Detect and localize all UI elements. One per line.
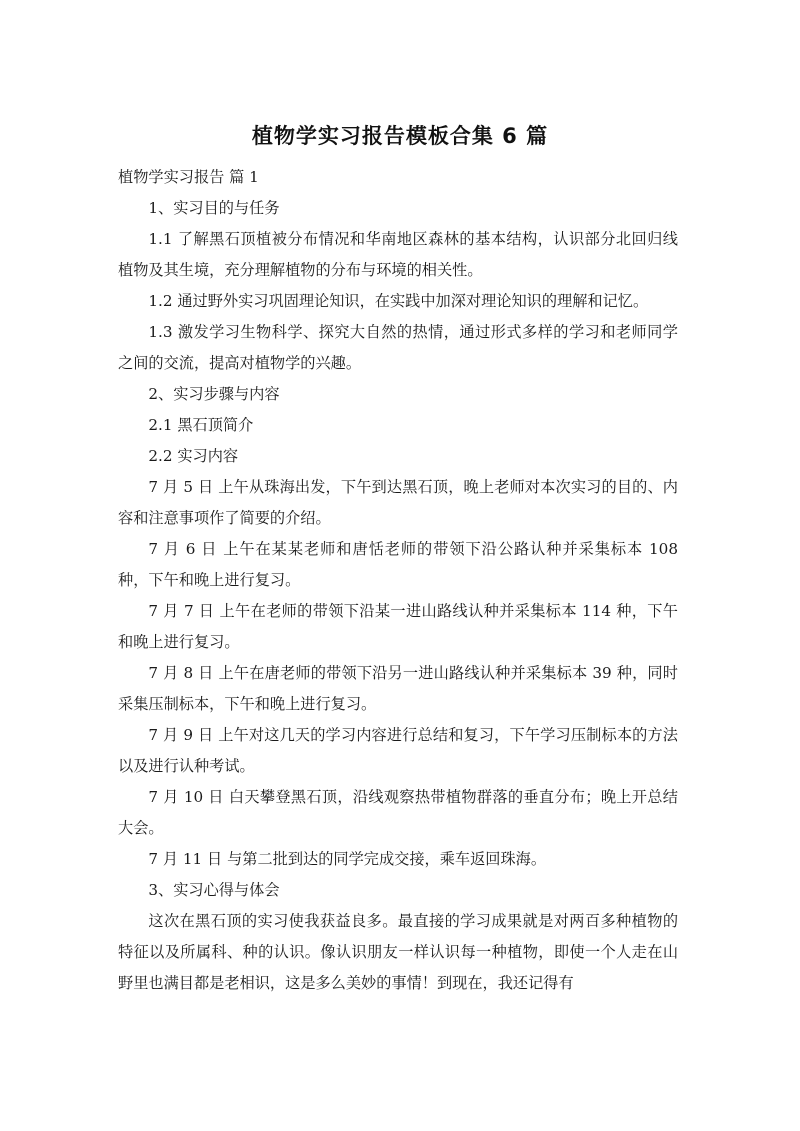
paragraph: 2.1 黑石顶简介	[148, 416, 254, 434]
paragraph: 这次在黑石顶的实习使我获益良多。最直接的学习成果就是对两百多种植物的特征以及所属科、种的认识。像认识朋友一样认识每一种植物，即使一个人走在山野里也满目都是老相识，这是多么美妙的事情！到现在，我还记得有	[118, 912, 678, 992]
paragraph: 7 月 8 日 上午在唐老师的带领下沿另一进山路线认种并采集标本 39 种，同时采集压制标本，下午和晚上进行复习。	[118, 664, 678, 713]
paragraph: 7 月 7 日 上午在老师的带领下沿某一进山路线认种并采集标本 114 种，下午和晚上进行复习。	[118, 602, 678, 651]
paragraph: 7 月 5 日 上午从珠海出发，下午到达黑石顶，晚上老师对本次实习的目的、内容和注意事项作了简要的介绍。	[118, 478, 678, 527]
paragraph: 1.1 了解黑石顶植被分布情况和华南地区森林的基本结构，认识部分北回归线植物及其生境，充分理解植物的分布与环境的相关性。	[118, 230, 678, 279]
paragraph: 2.2 实习内容	[148, 447, 239, 465]
paragraph-heading-reflections: 3、实习心得与体会	[148, 881, 280, 899]
paragraph: 7 月 10 日 白天攀登黑石顶，沿线观察热带植物群落的垂直分布；晚上开总结大会。	[118, 788, 678, 837]
section-heading: 植物学实习报告 篇 1	[118, 168, 259, 186]
paragraph: 1.3 激发学习生物科学、探究大自然的热情，通过形式多样的学习和老师同学之间的交流，提高对植物学的兴趣。	[118, 323, 678, 372]
paragraph-heading-objectives: 1、实习目的与任务	[148, 199, 280, 217]
paragraph: 1.2 通过野外实习巩固理论知识，在实践中加深对理论知识的理解和记忆。	[148, 292, 649, 310]
document-body	[118, 162, 678, 999]
paragraph: 7 月 6 日 上午在某某老师和唐恬老师的带领下沿公路认种并采集标本 108 种，下午和晚上进行复习。	[118, 540, 678, 589]
document-title: 植物学实习报告模板合集 6 篇	[251, 124, 549, 148]
paragraph: 7 月 9 日 上午对这几天的学习内容进行总结和复习，下午学习压制标本的方法以及进行认种考试。	[118, 726, 678, 775]
paragraph: 7 月 11 日 与第二批到达的同学完成交接，乘车返回珠海。	[148, 850, 547, 868]
paragraph-heading-steps: 2、实习步骤与内容	[148, 385, 280, 403]
